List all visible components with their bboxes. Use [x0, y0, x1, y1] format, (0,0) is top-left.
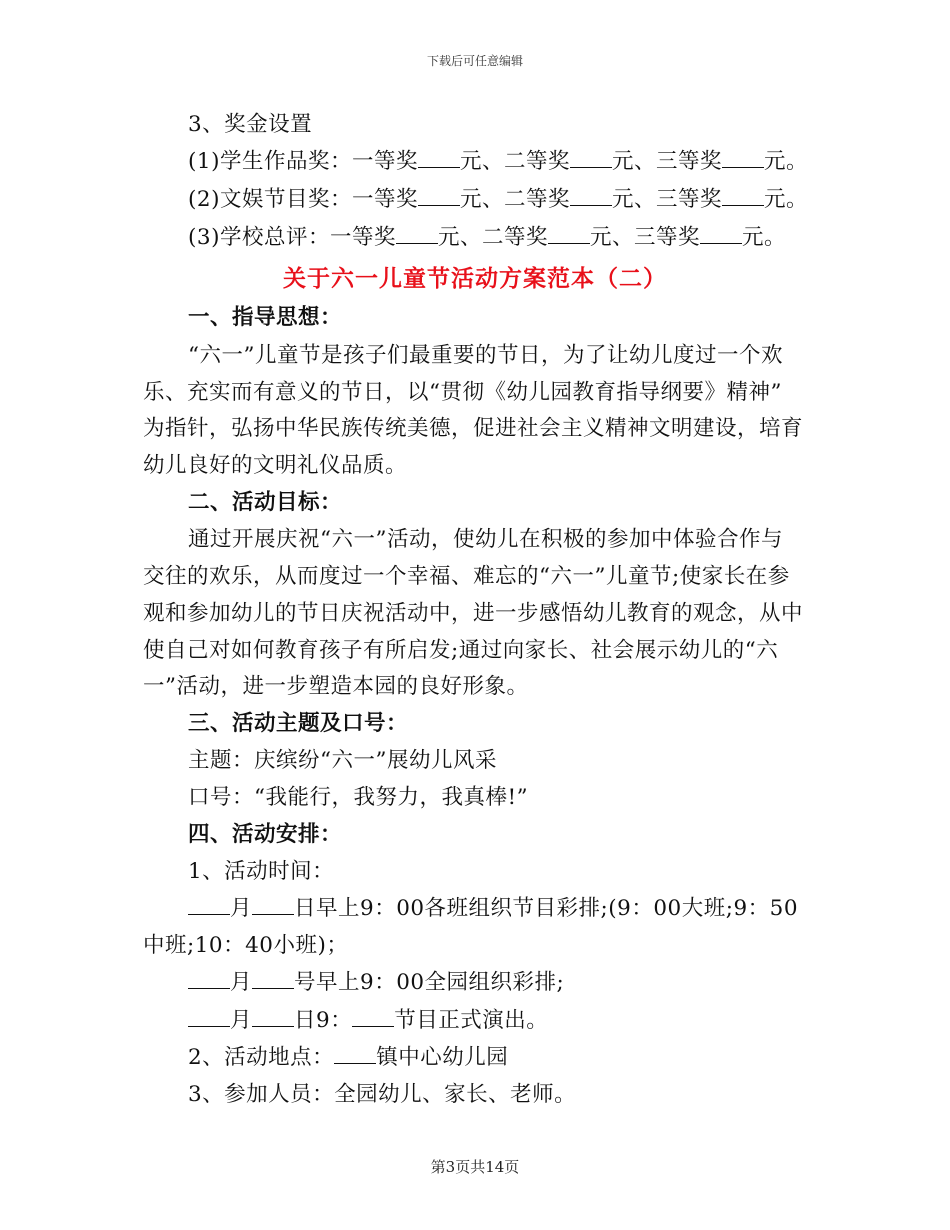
paragraph-line: 通过开展庆祝“六一”活动，使幼儿在积极的参加中体验合作与 [188, 527, 783, 552]
place-line: 2、活动地点： 镇中心幼儿园 [188, 1045, 509, 1070]
people-line: 3、参加人员：全园幼儿、家长、老师。 [188, 1082, 577, 1107]
theme-line: 主题：庆缤纷“六一”展幼儿风采 [188, 748, 497, 773]
blank-line [188, 968, 230, 989]
section-heading-2: 二、活动目标： [188, 490, 343, 515]
prize-item-3: (3)学校总评：一等奖 元、二等奖 元、三等奖 元。 [188, 225, 787, 250]
slogan-line: 口号：“我能行，我努力，我真棒!” [188, 785, 529, 810]
time-label: 1、活动时间： [188, 859, 335, 884]
page-header: 下载后可任意编辑 [426, 54, 523, 68]
blank-line [188, 894, 230, 915]
paragraph-line: 乐、充实而有意义的节日，以“贯彻《幼儿园教育指导纲要》精神” [143, 380, 782, 405]
blank-line [352, 1006, 394, 1027]
blank-line [334, 1043, 376, 1064]
paragraph-line: “六一”儿童节是孩子们最重要的节日，为了让幼儿度过一个欢 [188, 343, 783, 368]
schedule-row-1-cont: 中班;10：40小班)； [143, 933, 349, 958]
blank-line [188, 1006, 230, 1027]
blank-line [418, 147, 460, 168]
schedule-row-3: 月 日9： 节目正式演出。 [188, 1006, 548, 1036]
paragraph-line: 交往的欢乐，从而度过一个幸福、难忘的“六一”儿童节;使家长在参 [143, 564, 790, 589]
blank-line [570, 147, 612, 168]
blank-line [722, 185, 764, 206]
blank-line [418, 185, 460, 206]
blank-line [570, 185, 612, 206]
paragraph-line: 观和参加幼儿的节日庆祝活动中，进一步感悟幼儿教育的观念，从中 [143, 601, 804, 626]
prize-item-1: (1)学生作品奖：一等奖 元、二等奖 元、三等奖 元。 [188, 149, 809, 174]
blank-line [700, 223, 742, 244]
blank-line [252, 968, 294, 989]
blank-line [252, 894, 294, 915]
prize-item-2: (2)文娱节目奖：一等奖 元、二等奖 元、三等奖 元。 [188, 187, 809, 212]
schedule-row-2: 月 号早上9：00全园组织彩排; [188, 968, 564, 998]
blank-line [722, 147, 764, 168]
paragraph-line: 使自己对如何教育孩子有所启发;通过向家长、社会展示幼儿的“六 [143, 638, 779, 663]
document-title: 关于六一儿童节活动方案范本（二） [283, 265, 667, 292]
page-footer: 第3页共14页 [430, 1158, 520, 1176]
section-heading-4: 四、活动安排： [188, 822, 343, 847]
paragraph-line: 为指针，弘扬中华民族传统美德，促进社会主义精神文明建设，培育 [143, 416, 804, 441]
prize-heading: 3、奖金设置 [188, 112, 313, 137]
paragraph-line: 一”活动，进一步塑造本园的良好形象。 [143, 674, 529, 699]
schedule-row-1: 月 日早上9：00各班组织节目彩排;(9：00大班;9：50 [188, 894, 798, 924]
blank-line [548, 223, 590, 244]
section-heading-3: 三、活动主题及口号： [188, 711, 409, 736]
blank-line [396, 223, 438, 244]
section-heading-1: 一、指导思想： [188, 305, 343, 330]
paragraph-line: 幼儿良好的文明礼仪品质。 [143, 453, 408, 478]
blank-line [252, 1006, 294, 1027]
